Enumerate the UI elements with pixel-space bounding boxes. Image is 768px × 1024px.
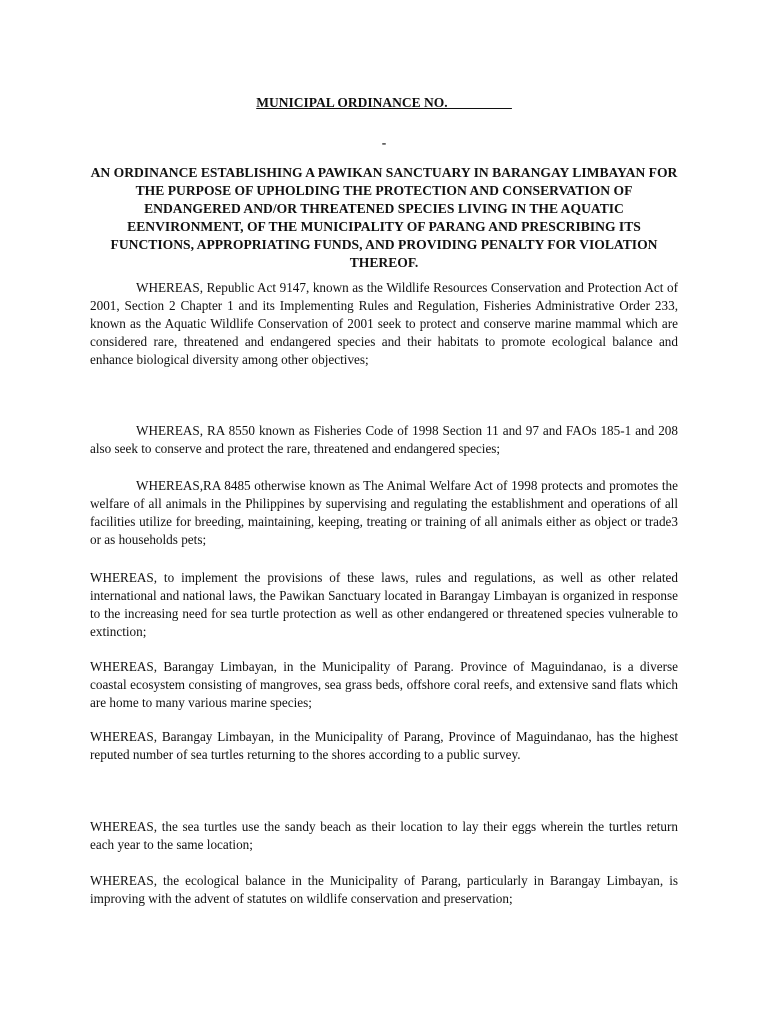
- separator-dash: -: [381, 135, 387, 150]
- whereas-paragraph-2: WHEREAS, RA 8550 known as Fisheries Code of 1998 Section 11 and 97 and FAOs 185-1 and 208 also seek to conserve and protect the rare, threatened and endangered species;: [90, 423, 678, 456]
- whereas-paragraph-4: WHEREAS, to implement the provisions of these laws, rules and regulations, as well as other related international and national laws, the Pawikan Sanctuary located in Barangay Limbayan is organized in response to the increasing need for sea turtle protection as well as other endangered or threatened species vulnerable to extinction;: [90, 570, 678, 639]
- whereas-paragraph-7: WHEREAS, the sea turtles use the sandy beach as their location to lay their eggs wherein the turtles return each year to the same location;: [90, 819, 678, 852]
- ordinance-number-heading: MUNICIPAL ORDINANCE NO. _________: [256, 95, 512, 110]
- whereas-paragraph-8: WHEREAS, the ecological balance in the Municipality of Parang, particularly in Barangay Limbayan, is improving with the advent of statutes on wildlife conservation and preservation;: [90, 873, 678, 906]
- whereas-paragraph-1: WHEREAS, Republic Act 9147, known as the Wildlife Resources Conservation and Protection Act of 2001, Section 2 Chapter 1 and its Implementing Rules and Regulation, Fisheries Administrative Order 233, known as the Aquatic Wildlife Conservation of 2001 seek to protect and conserve marine mammal which are considered rare, threatened and endangered species and their habitats to promote ecological balance and enhance biological diversity among other objectives;: [90, 280, 678, 367]
- whereas-paragraph-6: WHEREAS, Barangay Limbayan, in the Municipality of Parang, Province of Maguindanao, has the highest reputed number of sea turtles returning to the shores according to a public survey.: [90, 729, 678, 762]
- ordinance-title: AN ORDINANCE ESTABLISHING A PAWIKAN SANCTUARY IN BARANGAY LIMBAYAN FOR THE PURPOSE OF UPHOLDING THE PROTECTION AND CONSERVATION OF ENDANGERED AND/OR THREATENED SPECIES LIVING IN THE AQUATIC EENVIRONMENT, OF THE MUNICIPALITY OF PARANG AND PRESCRIBING ITS FUNCTIONS, APPROPRIATING FUNDS, AND PROVIDING PENALTY FOR VIOLATION THEREOF.: [90, 165, 678, 270]
- whereas-paragraph-5: WHEREAS, Barangay Limbayan, in the Municipality of Parang. Province of Maguindanao, is a diverse coastal ecosystem consisting of mangroves, sea grass beds, offshore coral reefs, and extensive sand flats which are home to many various marine species;: [90, 659, 678, 710]
- whereas-paragraph-3: WHEREAS,RA 8485 otherwise known as The Animal Welfare Act of 1998 protects and promotes the welfare of all animals in the Philippines by supervising and regulating the establishment and operations of all facilities utilize for breeding, maintaining, keeping, treating or training of all animals either as object or trade3 or as households pets;: [90, 478, 678, 547]
